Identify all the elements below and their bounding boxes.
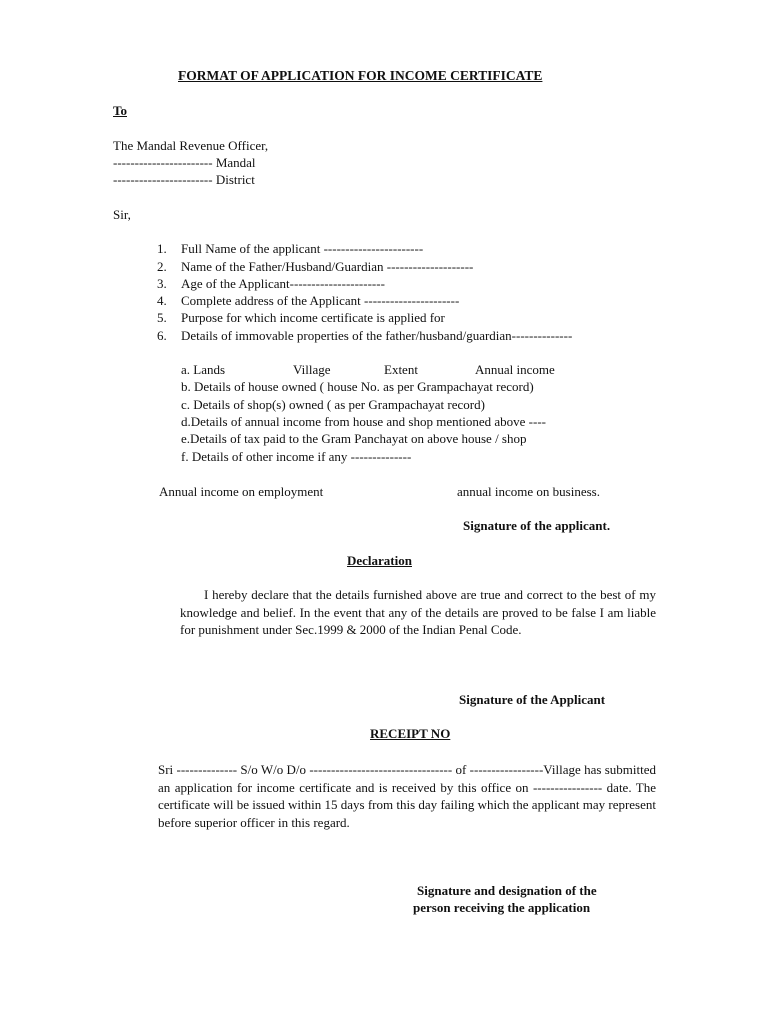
declaration-heading: Declaration — [347, 553, 412, 568]
item-number: 5. — [157, 310, 167, 325]
item-text: Name of the Father/Husband/Guardian -------------------- — [181, 259, 474, 274]
item-text: Age of the Applicant---------------------- — [181, 276, 385, 291]
list-item: d.Details of annual income from house and shop mentioned above ---- — [181, 414, 546, 429]
item-text: Purpose for which income certificate is applied for — [181, 310, 445, 325]
list-item: e.Details of tax paid to the Gram Panchayat on above house / shop — [181, 431, 527, 446]
document-title: FORMAT OF APPLICATION FOR INCOME CERTIFICATE — [178, 68, 543, 83]
receiver-signature-line-1: Signature and designation of the — [417, 883, 597, 898]
extent-label: Extent — [384, 362, 418, 377]
addressee-line-2: ----------------------- Mandal — [113, 155, 256, 170]
salutation: Sir, — [113, 207, 131, 222]
list-item — [157, 293, 459, 309]
item-number: 6. — [157, 328, 167, 343]
to-label: To — [113, 103, 127, 118]
list-item: b. Details of house owned ( house No. as per Grampachayat record) — [181, 379, 534, 394]
item-text: Details of immovable properties of the father/husband/guardian-------------- — [181, 328, 573, 343]
list-item — [157, 328, 572, 344]
applicant-signature-label-2: Signature of the Applicant — [459, 692, 606, 707]
applicant-signature-label: Signature of the applicant. — [463, 518, 611, 533]
list-item — [157, 276, 385, 292]
income-employment-label: Annual income on employment — [159, 484, 324, 499]
receiver-signature-line-2: person receiving the application — [413, 900, 591, 915]
item-number: 4. — [157, 293, 167, 308]
item-text: Complete address of the Applicant ---------------------- — [181, 293, 460, 308]
declaration-paragraph: I hereby declare that the details furnished above are true and correct to the best of my knowledge and belief. In the event that any of the details are proved to be false I am liable for punishment under Sec.1999 & 2000 of the Indian Penal Code. — [180, 587, 656, 637]
item-number: 3. — [157, 276, 167, 291]
list-item — [157, 259, 473, 275]
income-business-label: annual income on business. — [457, 484, 600, 499]
item-number: 1. — [157, 241, 167, 256]
list-item — [157, 310, 445, 326]
lands-label: a. Lands — [181, 362, 226, 377]
annual-income-label: Annual income — [475, 362, 555, 377]
list-item — [157, 241, 423, 257]
item-number: 2. — [157, 259, 167, 274]
list-item: f. Details of other income if any -------------- — [181, 449, 412, 464]
addressee-line-3: ----------------------- District — [113, 172, 255, 187]
item-text: Full Name of the applicant ----------------------- — [181, 241, 424, 256]
village-label: Village — [293, 362, 331, 377]
receipt-heading: RECEIPT NO — [370, 726, 451, 741]
list-item: c. Details of shop(s) owned ( as per Grampachayat record) — [181, 397, 485, 412]
receipt-paragraph: Sri -------------- S/o W/o D/o --------------------------------- of -----------------Village has submitted an application for income certificate and is received by this office on ---------------- date. The certificate will be issued within 15 days from this day failing which the applicant may represent before superior officer in this regard. — [158, 762, 656, 830]
addressee-line-1: The Mandal Revenue Officer, — [113, 138, 269, 153]
